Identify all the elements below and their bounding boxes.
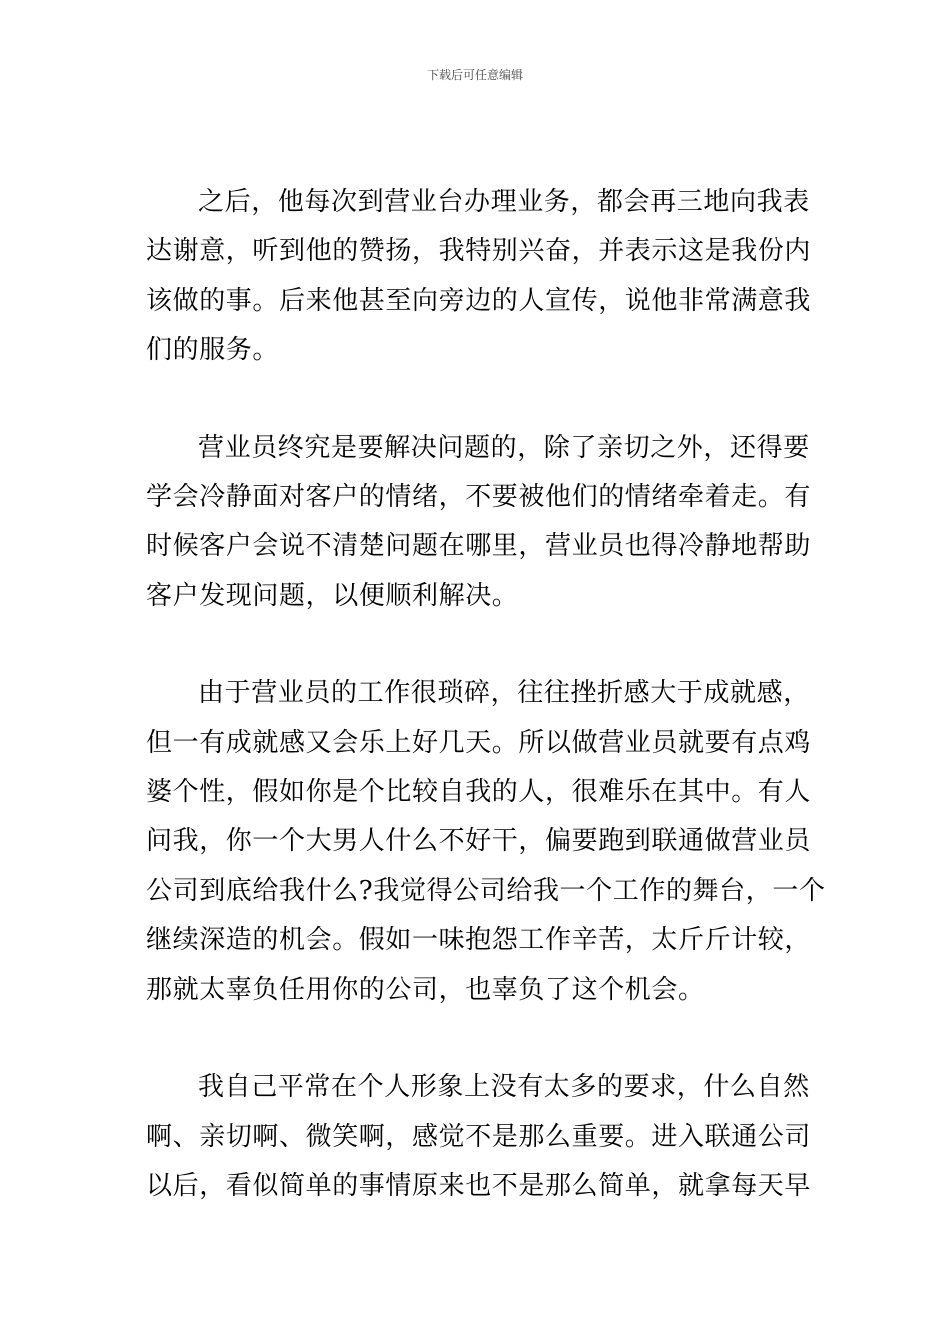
paragraph-3: [146, 669, 826, 1015]
paragraph-line: 以后，看似简单的事情原来也不是那么简单，就拿每天早: [146, 1170, 812, 1201]
paragraph-line: 该做的事。后来他甚至向旁边的人宣传，说他非常满意我: [146, 285, 812, 316]
paragraph-line: 公司到底给我什么?我觉得公司给我一个工作的舞台，一个: [146, 875, 826, 906]
paragraph-line: 们的服务。: [146, 335, 280, 366]
paragraph-1: [146, 178, 812, 376]
paragraph-line: 啊、亲切啊、微笑啊，感觉不是那么重要。进入联通公司: [146, 1121, 812, 1152]
paragraph-line: 我自己平常在个人形象上没有太多的要求，什么自然: [198, 1072, 810, 1103]
paragraph-line: 问我，你一个大男人什么不好干，偏要跑到联通做营业员: [146, 826, 812, 857]
paragraph-line: 客户发现问题，以便顺利解决。: [146, 580, 519, 611]
paragraph-4: [146, 1063, 812, 1211]
paragraph-line: 但一有成就感又会乐上好几天。所以做营业员就要有点鸡: [146, 727, 812, 758]
document-body: [146, 178, 826, 1259]
paragraph-2: [146, 424, 812, 622]
paragraph-line: 学会冷静面对客户的情绪，不要被他们的情绪牵着走。有: [146, 482, 812, 513]
paragraph-line: 那就太辜负任用你的公司，也辜负了这个机会。: [146, 974, 705, 1005]
paragraph-line: 达谢意，听到他的赞扬，我特别兴奋，并表示这是我份内: [146, 236, 812, 267]
paragraph-line: 由于营业员的工作很琐碎，往往挫折感大于成就感，: [198, 678, 810, 709]
paragraph-line: 时候客户会说不清楚问题在哪里，营业员也得冷静地帮助: [146, 531, 812, 562]
header-note: 下载后可任意编辑: [426, 68, 523, 82]
paragraph-line: 婆个性，假如你是个比较自我的人，很难乐在其中。有人: [146, 777, 812, 808]
paragraph-line: 继续深造的机会。假如一味抱怨工作辛苦，太斤斤计较，: [146, 925, 812, 956]
paragraph-line: 之后，他每次到营业台办理业务，都会再三地向我表: [198, 187, 810, 217]
paragraph-line: 营业员终究是要解决问题的，除了亲切之外，还得要: [198, 432, 810, 463]
